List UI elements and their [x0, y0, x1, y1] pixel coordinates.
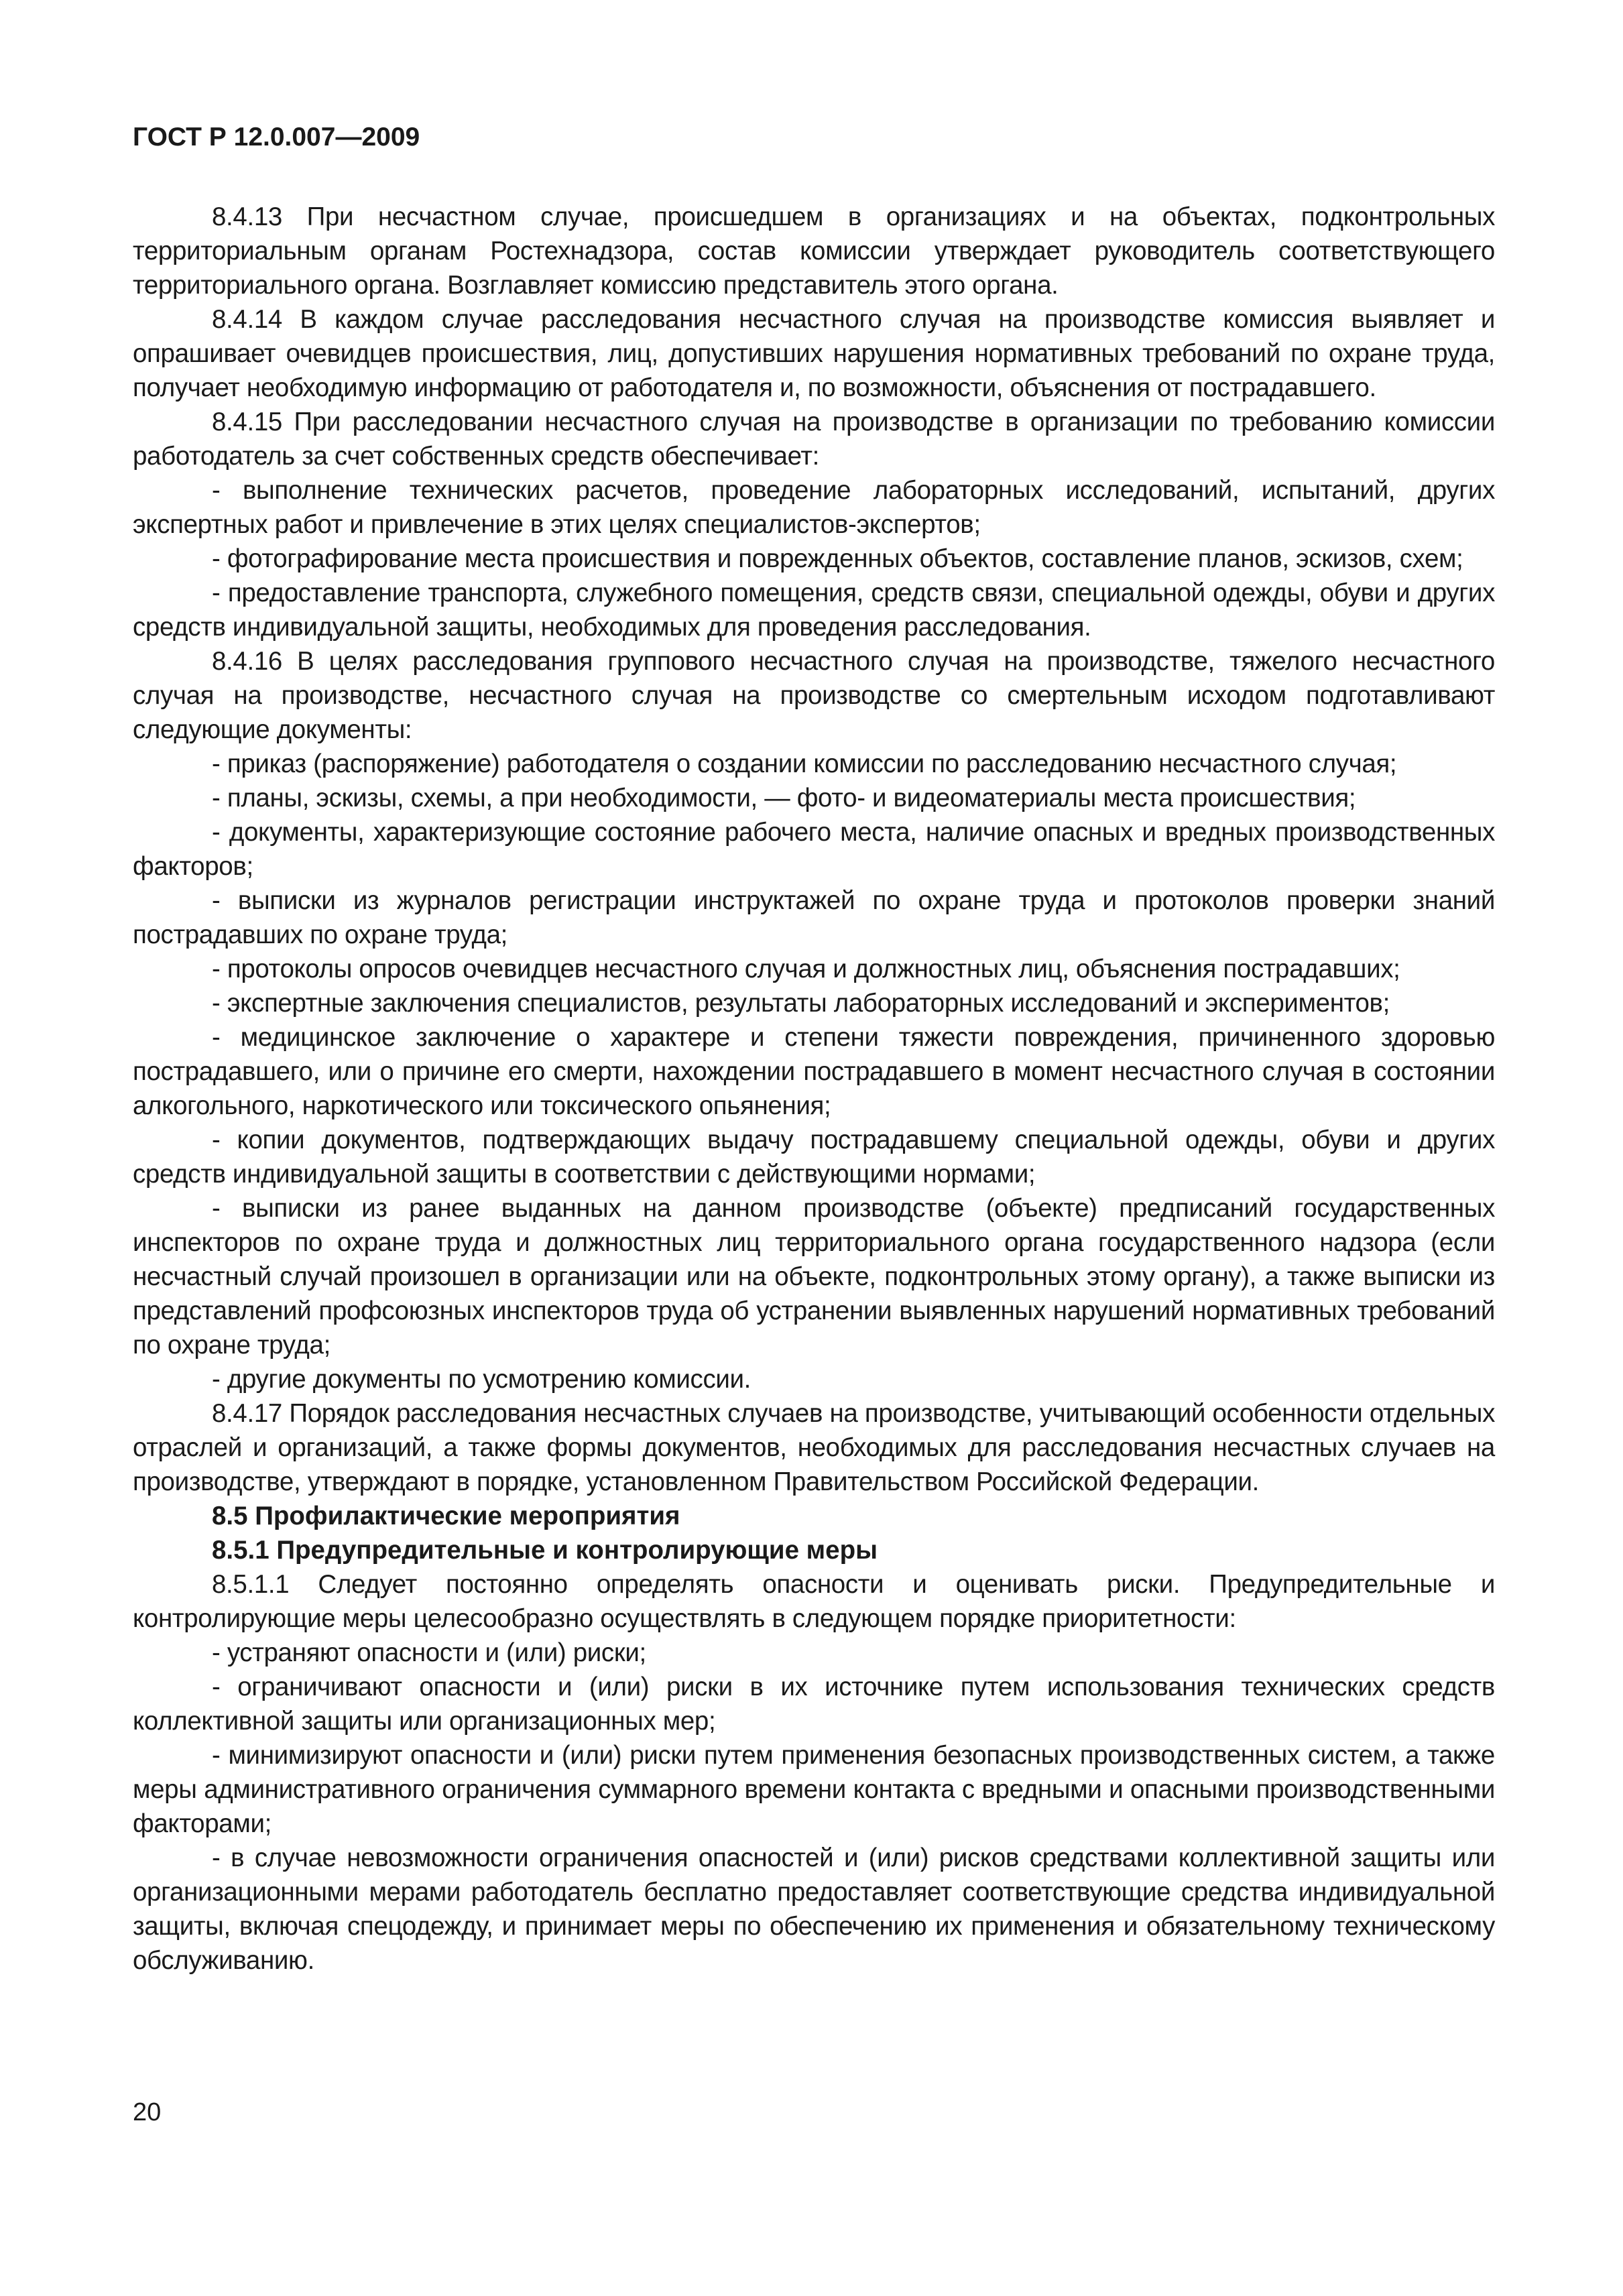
- list-item: - выписки из журналов регистрации инструктажей по охране труда и протоколов проверки знаний пострадавших по охране труда;: [133, 886, 1495, 949]
- paragraph-8-4-17: 8.4.17 Порядок расследования несчастных случаев на производстве, учитывающий особенности отдельных отраслей и организаций, а также формы документов, необходимых для расследования несчастных случаев на производстве, утверждают в порядке, установленном Правительством Российской Федерации.: [133, 1399, 1495, 1496]
- list-item: - экспертные заключения специалистов, результаты лабораторных исследований и экспериментов;: [212, 989, 1390, 1018]
- paragraph-8-4-15: 8.4.15 При расследовании несчастного случая на производстве в организации по требованию комиссии работодатель за счет собственных средств обеспечивает:: [133, 408, 1495, 471]
- list-item: - минимизируют опасности и (или) риски путем применения безопасных производственных систем, а также меры административного ограничения суммарного времени контакта с вредными и опасными производственными факторами;: [133, 1741, 1495, 1838]
- list-item: - другие документы по усмотрению комиссии.: [212, 1365, 752, 1394]
- list-item: - фотографирование места происшествия и поврежденных объектов, составление планов, эскизов, схем;: [212, 544, 1463, 573]
- paragraph-8-4-16: 8.4.16 В целях расследования группового несчастного случая на производстве, тяжелого несчастного случая на производстве, несчастного случая на производстве со смертельным исходом подготавливают следующие документы:: [133, 647, 1495, 744]
- section-heading-8-5-1: 8.5.1 Предупредительные и контролирующие меры: [212, 1536, 878, 1565]
- list-item: - выписки из ранее выданных на данном производстве (объекте) предписаний государственных инспекторов по охране труда и должностных лиц территориального органа государственного надзора (если несчастный случай произошел в организации или на объекте, подконтрольных этому органу), а также выписки из представлений профсоюзных инспекторов труда об устранении выявленных нарушений нормативных требований по охране труда;: [133, 1194, 1495, 1360]
- page-number: 20: [133, 2098, 162, 2126]
- list-item: - предоставление транспорта, служебного помещения, средств связи, специальной одежды, обуви и других средств индивидуальной защиты, необходимых для проведения расследования.: [133, 579, 1495, 642]
- list-item: - выполнение технических расчетов, проведение лабораторных исследований, испытаний, других экспертных работ и привлечение в этих целях специалистов-экспертов;: [133, 476, 1495, 539]
- list-item: - приказ (распоряжение) работодателя о создании комиссии по расследованию несчастного случая;: [212, 749, 1397, 778]
- paragraph-8-4-13: 8.4.13 При несчастном случае, происшедшем в организациях и на объектах, подконтрольных территориальным органам Ростехнадзора, состав комиссии утверждает руководитель соответствующего территориального органа. Возглавляет комиссию представитель этого органа.: [133, 202, 1495, 300]
- list-item: - медицинское заключение о характере и степени тяжести повреждения, причиненного здоровью пострадавшего, или о причине его смерти, нахождении пострадавшего в момент несчастного случая в состоянии алкогольного, наркотического или токсического опьянения;: [133, 1023, 1495, 1120]
- list-item: - в случае невозможности ограничения опасностей и (или) рисков средствами коллективной защиты или организационными мерами работодатель бесплатно предоставляет соответствующие средства индивидуальной защиты, включая спецодежду, и принимает меры по обеспечению их применения и обязательному техническому обслуживанию.: [133, 1844, 1495, 1975]
- standard-code-header: ГОСТ Р 12.0.007—2009: [133, 123, 420, 152]
- list-item: - ограничивают опасности и (или) риски в их источнике путем использования технических средств коллективной защиты или организационных мер;: [133, 1673, 1495, 1736]
- paragraph-8-4-14: 8.4.14 В каждом случае расследования несчастного случая на производстве комиссия выявляет и опрашивает очевидцев происшествия, лиц, допустивших нарушения нормативных требований по охране труда, получает необходимую информацию от работодателя и, по возможности, объяснения от пострадавшего.: [133, 305, 1495, 402]
- list-item: - документы, характеризующие состояние рабочего места, наличие опасных и вредных производственных факторов;: [133, 818, 1495, 881]
- paragraph-8-5-1-1: 8.5.1.1 Следует постоянно определять опасности и оценивать риски. Предупредительные и контролирующие меры целесообразно осуществлять в следующем порядке приоритетности:: [133, 1570, 1495, 1633]
- list-item: - протоколы опросов очевидцев несчастного случая и должностных лиц, объяснения пострадавших;: [212, 955, 1400, 983]
- list-item: - планы, эскизы, схемы, а при необходимости, — фото- и видеоматериалы места происшествия;: [212, 784, 1356, 812]
- list-item: - устраняют опасности и (или) риски;: [212, 1638, 646, 1667]
- section-heading-8-5: 8.5 Профилактические мероприятия: [212, 1502, 680, 1530]
- list-item: - копии документов, подтверждающих выдачу пострадавшему специальной одежды, обуви и других средств индивидуальной защиты в соответствии с действующими нормами;: [133, 1126, 1495, 1189]
- document-body: [133, 200, 1495, 1978]
